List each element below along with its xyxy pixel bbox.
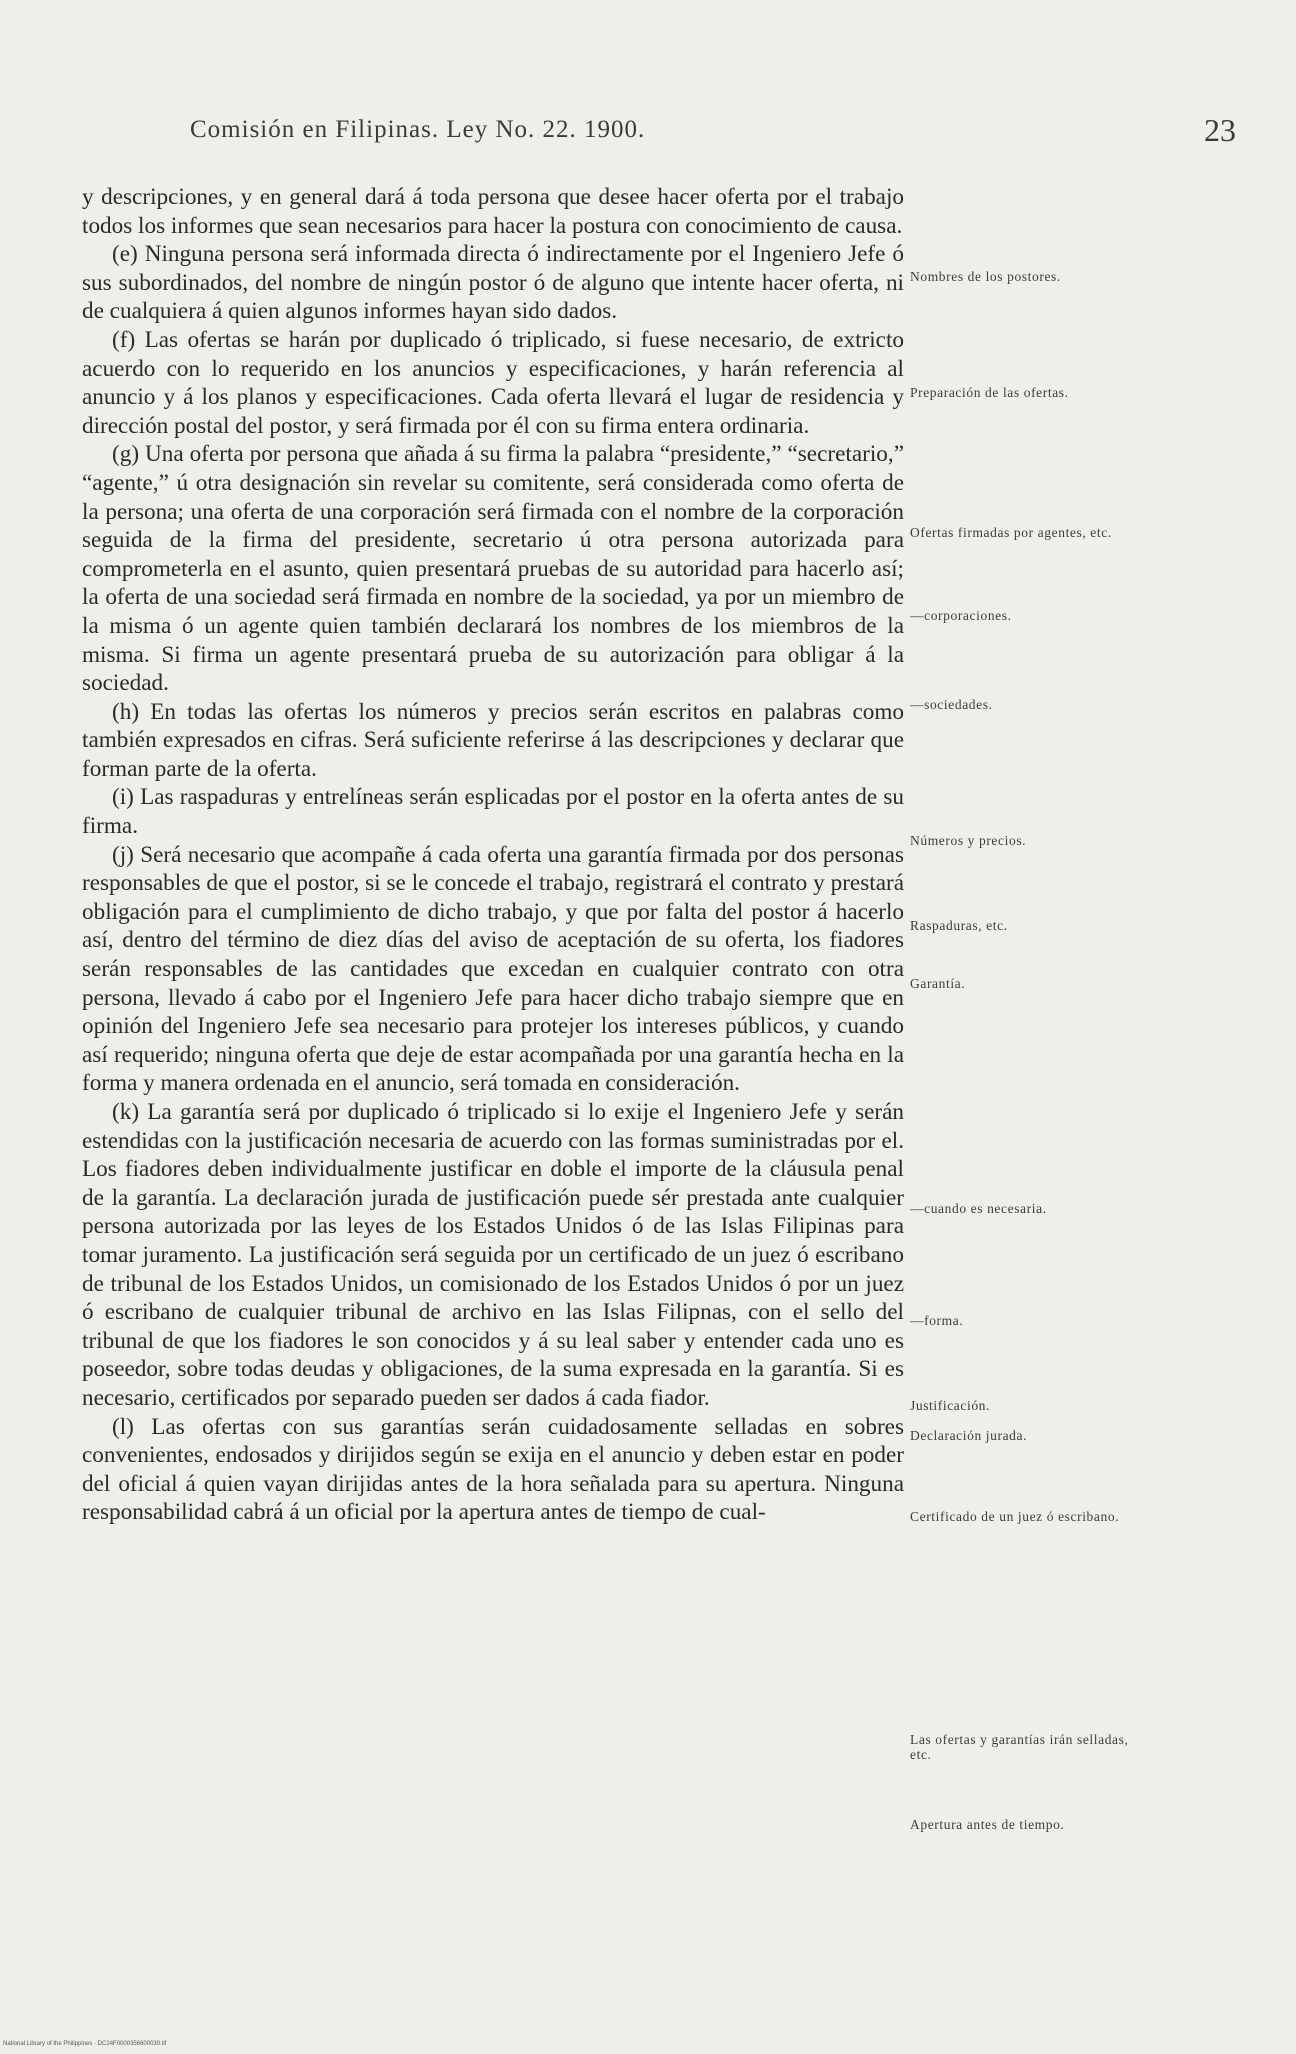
- marginal-note: —cuando es necesaria.: [910, 1201, 1047, 1216]
- paragraph-h: (h) En todas las ofertas los números y precios serán escritos en palabras como también expresados en cifras. Será suficiente referirse á las descripciones y declarar que forman parte de la oferta.: [82, 698, 904, 782]
- marginal-note: Certificado de un juez ó escribano.: [910, 1509, 1120, 1524]
- body-text: [82, 183, 904, 1527]
- paragraph-k: (k) La garantía será por duplicado ó triplicado si lo exije el Ingeniero Jefe y serán estendidas con la justificación necesaria de acuerdo con las formas suministradas por el. Los fiadores deben individualmente justificar en doble el importe de la cláusula penal de la garantía. La declaración jurada de justificación puede sér prestada ante cualquier persona autorizada por las leyes de los Estados Unidos ó de las Islas Filipinas para tomar juramento. La justificación será seguida por un certificado de un juez ó escribano de tribunal de los Estados Unidos, un comisionado de los Estados Unidos ó por un juez ó escribano de cualquier tribunal de archivo en las Islas Filipnas, con el sello del tribunal de que los fiadores le son conocidos y á su leal saber y entender cada uno es poseedor, sobre todas deudas y obligaciones, de la suma expresada en la garantía. Si es necesario, certificados por separado pueden ser dados á cada fiador.: [82, 1099, 904, 1411]
- paragraph-i: (i) Las raspaduras y entrelíneas serán esplicadas por el postor en la oferta antes de su firma.: [82, 784, 904, 840]
- marginal-notes: [910, 0, 1130, 2054]
- paragraph-l: (l) Las ofertas con sus garantías serán cuidadosamente selladas en sobres convenientes, endosados y dirijidos según se exija en el anuncio y deben estar en poder del oficial á quien vayan dirijidas antes de la hora señalada para su apertura. Ninguna responsabilidad cabrá á un oficial por la apertura antes de tiempo de cual-: [82, 1413, 904, 1526]
- scan-credit: National Library of the Philippines · DC24F0000356600030.tif: [3, 2041, 167, 2047]
- paragraph-j: (j) Será necesario que acompañe á cada oferta una garantía firmada por dos personas responsables de que el postor, si se le concede el trabajo, registrará el contrato y prestará obligación para el cumplimiento de dicho trabajo, y que por falta del postor á hacerlo así, dentro del término de diez días del aviso de aceptación de su oferta, los fiadores serán responsables de las cantidades que excedan en cualquier contrato con otra persona, llevado á cabo por el Ingeniero Jefe para hacer dicho trabajo siempre que en opinión del Ingeniero Jefe sea necesario para protejer los intereses públicos, y cuando así requerido; ninguna oferta que deje de estar acompañada por una garantía hecha en la forma y manera ordenada en el anuncio, será tomada en consideración.: [82, 841, 904, 1097]
- paragraph-f: (f) Las ofertas se harán por duplicado ó triplicado, si fuese necesario, de extricto acuerdo con lo requerido en los anuncios y especificaciones, y harán referencia al anuncio y á los planos y especificaciones. Cada oferta llevará el lugar de residencia y dirección postal del postor, y será firmada por él con su firma entera ordinaria.: [82, 326, 904, 439]
- marginal-note: —sociedades.: [910, 697, 993, 712]
- marginal-note: Números y precios.: [910, 833, 1027, 848]
- marginal-note: Declaración jurada.: [910, 1428, 1028, 1443]
- paragraph-g: (g) Una oferta por persona que añada á su firma la palabra “presidente,” “secretario,” “agente,” ú otra designación sin revelar su comitente, será considerada como oferta de la persona; una oferta de una corporación será firmada con el nombre de la corporación seguida de la firma del presidente, secretario ú otra persona autorizada para comprometerla en el asunto, quien presentará pruebas de su autoridad para hacerlo así; la oferta de una sociedad será firmada en nombre de la sociedad, ya por un miembro de la misma ó un agente quien también declarará los nombres de los miembros de la misma. Si firma un agente presentará prueba de su autorización para obligar á la sociedad.: [82, 441, 904, 697]
- marginal-note: Justificación.: [910, 1398, 991, 1413]
- marginal-note: Garantía.: [910, 976, 966, 991]
- marginal-note: Preparación de las ofertas.: [910, 385, 1069, 400]
- marginal-note: Apertura antes de tiempo.: [910, 1817, 1065, 1832]
- marginal-note: —forma.: [910, 1313, 964, 1328]
- paragraph-continuation: y descripciones, y en general dará á toda persona que desee hacer oferta por el trabajo todos los informes que sean necesarios para hacer la postura con conocimiento de causa.: [82, 184, 904, 239]
- marginal-note: Nombres de los postores.: [910, 269, 1061, 284]
- marginal-note: Ofertas firmadas por agentes, etc.: [910, 525, 1112, 540]
- marginal-note: Raspaduras, etc.: [910, 918, 1008, 933]
- marginal-note: —corporaciones.: [910, 608, 1012, 623]
- marginal-note: Las ofertas y garantías irán selladas, etc.: [910, 1732, 1129, 1762]
- paragraph-e: (e) Ninguna persona será informada directa ó indirectamente por el Ingeniero Jefe ó sus subordinados, del nombre de ningún postor ó de alguno que intente hacer oferta, ni de cualquiera á quien algunos informes hayan sido dados.: [82, 241, 904, 325]
- running-header: Comisión en Filipinas. Ley No. 22. 1900.: [190, 116, 646, 143]
- page-number: 23: [1204, 112, 1236, 148]
